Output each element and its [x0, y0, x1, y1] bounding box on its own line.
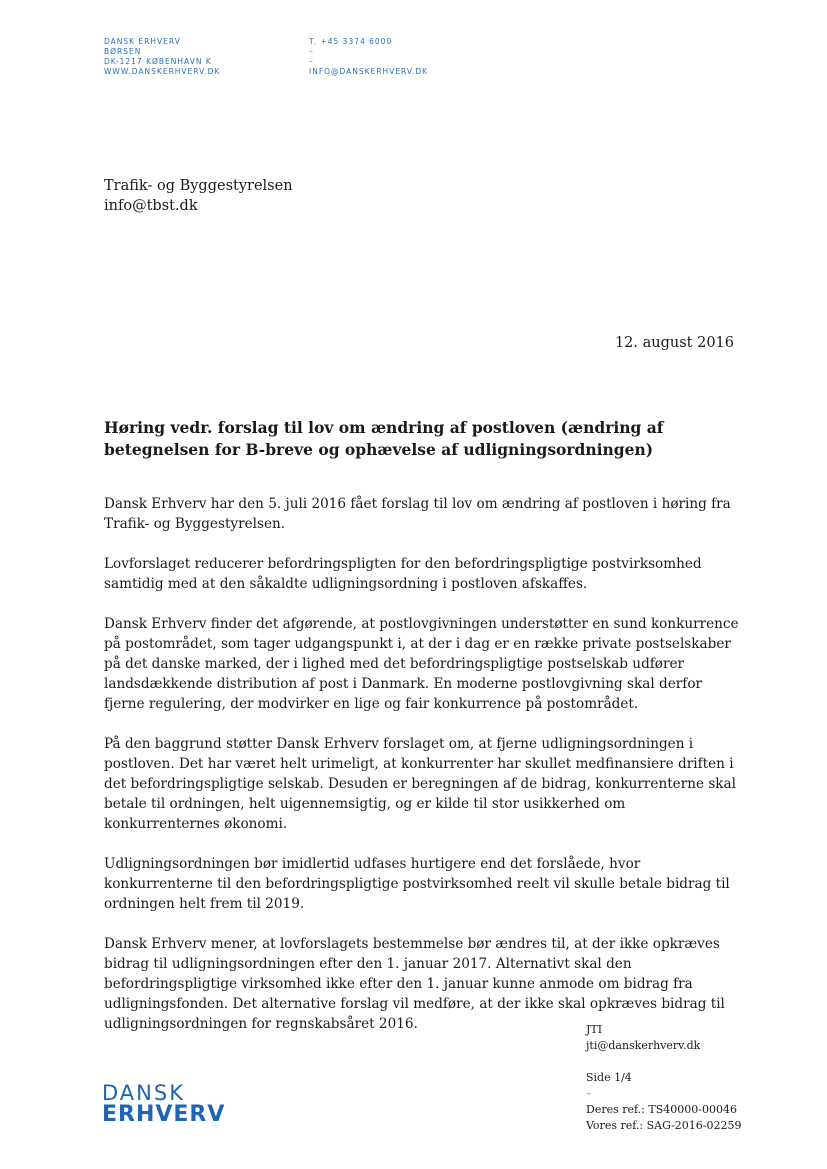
logo-line-2: ERHVERV — [102, 1102, 226, 1127]
letterhead-city: DK-1217 KØBENHAVN K — [104, 57, 212, 66]
letterhead-website: WWW.DANSKERHVERV.DK — [104, 67, 221, 76]
recipient-name: Trafik- og Byggestyrelsen — [104, 178, 293, 194]
signature-initials: JTI — [586, 1023, 603, 1036]
letterhead-dash-2: – — [309, 57, 314, 66]
signature-dash: – — [586, 1087, 592, 1100]
paragraph: Udligningsordningen bør imidlertid udfases hurtigere end det forslåede, hvor konkurrenterne til den befordringspligtige postvirksomhed reelt vil skulle betale bidrag til ordningen helt frem til 2019. — [104, 856, 730, 912]
letter-title: Høring vedr. forslag til lov om ændring af postloven (ændring af betegnelsen for B-breve og ophævelse af udligningsordningen) — [104, 418, 664, 459]
paragraph: På den baggrund støtter Dansk Erhverv forslaget om, at fjerne udligningsordningen i postloven. Det har været helt urimeligt, at konkurrenter har skullet medfinansiere driften i det befordringspligtige selskab. Desuden er beregningen af de bidrag, konkurrenterne skal betale til ordningen, helt uigennemsigtig, og er kilde til stor usikkerhed om konkurrenternes økonomi. — [104, 736, 736, 832]
letterhead-email: INFO@DANSKERHVERV.DK — [309, 67, 429, 76]
letter-date: 12. august 2016 — [614, 335, 734, 351]
letterhead-address — [104, 37, 220, 77]
vores-ref: Vores ref.: SAG-2016-02259 — [586, 1119, 742, 1132]
paragraph: Dansk Erhverv finder det afgørende, at postlovgivningen understøtter en sund konkurrence på postområdet, som tager udgangspunkt i, at der i dag er en række private postselskaber på det danske marked, der i lighed med det befordringspligtige postselskab udfører landsdækkende distribution af post i Danmark. En moderne postlovgivning skal derfor fjerne regulering, der modvirker en lige og fair konkurrence på postområdet. — [104, 616, 739, 712]
letterhead-contact — [309, 37, 428, 77]
recipient-block — [104, 176, 293, 216]
paragraph: Dansk Erhverv har den 5. juli 2016 fået forslag til lov om ændring af postloven i høring fra Trafik- og Byggestyrelsen. — [104, 496, 731, 532]
paragraph: Dansk Erhverv mener, at lovforslagets bestemmelse bør ændres til, at der ikke opkræves bidrag til udligningsordningen efter den 1. januar 2017. Alternativt skal den befordringspligtige virksomhed ikke efter den 1. januar kunne anmode om bidrag fra udligningsfonden. Det alternative forslag vil medføre, at der ikke skal opkræves bidrag til udligningsordningen for regnskabsåret 2016. — [104, 936, 725, 1032]
paragraph: Lovforslaget reducerer befordringspligten for den befordringspligtige postvirksomhed samtidig med at den såkaldte udligningsordning i postloven afskaffes. — [104, 556, 702, 592]
deres-ref: Deres ref.: TS40000-00046 — [586, 1103, 737, 1116]
letterhead-dash-1: – — [309, 47, 314, 56]
letterhead-phone: T. +45 3374 6000 — [309, 37, 393, 46]
dansk-erhverv-logo — [102, 1083, 225, 1125]
signature-block — [586, 1022, 742, 1134]
letter-body — [104, 494, 744, 1054]
page-number: Side 1/4 — [586, 1071, 632, 1084]
letterhead-company: DANSK ERHVERV — [104, 37, 181, 46]
letterhead-building: BØRSEN — [104, 47, 142, 56]
spacer — [586, 1054, 742, 1070]
recipient-email: info@tbst.dk — [104, 198, 198, 214]
signature-email: jti@danskerhverv.dk — [586, 1039, 701, 1052]
logo-line-1: DANSK — [102, 1081, 185, 1105]
